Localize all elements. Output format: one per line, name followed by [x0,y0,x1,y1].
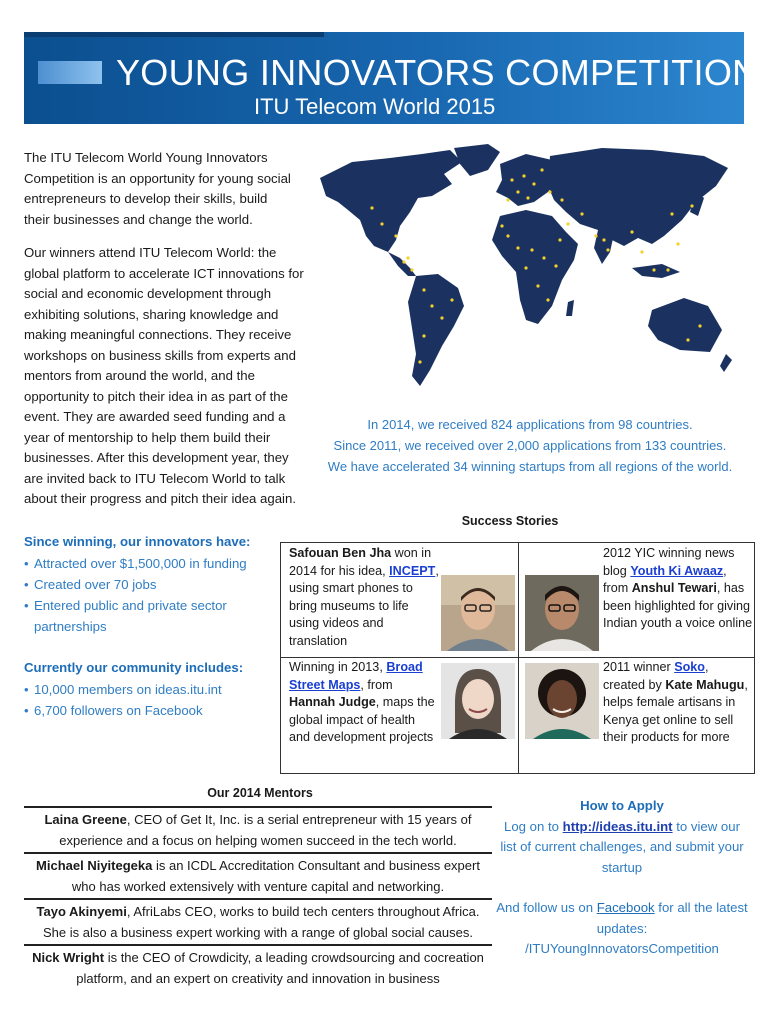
story-text: , from [360,677,393,692]
photo-hannah [441,663,515,739]
mentors-title: Our 2014 Mentors [207,786,313,800]
apply-text: Log on to [504,818,563,834]
grid-divider-vertical [518,543,519,773]
header-stripe [24,32,324,37]
mentor-name: Nick Wright [32,950,105,965]
header-accent-bar [38,61,102,84]
story-person-name: Anshul Tewari [631,581,717,595]
intro-paragraph-2: Our winners attend ITU Telecom World: the global platform to accelerate ICT innovations for social and economic development through exhibiting solutions, sharing knowledge and making meaningful connections. They receive workshops on business skills from experts and mentors from around the world, and the opportunity to pitch their idea in as part of the event. They are awarded seed funding and a year of mentorship to help them build their businesses. After this development year, they are invited back to ITU Telecom World to talk about their progress and pitch their idea again. [24,245,304,506]
statistics-block [300,414,760,477]
youth-ki-awaaz-link[interactable]: Youth Ki Awaaz [630,563,724,578]
list-item: • 6,700 followers on Facebook [24,700,274,721]
map-new-zealand [720,354,732,372]
success-stories-grid [280,542,755,774]
photo-safouan [441,575,515,651]
story-text: 2012 YIC winning news blog [603,546,735,578]
story-text: , using smart phones to bring museums to life using videos and translation [289,563,439,648]
follow-instructions [496,898,748,939]
map-central-america [388,252,416,276]
apply-text: to view our list of current challenges, and submit your startup [500,818,744,875]
map-south-america [408,274,464,386]
soko-link[interactable]: Soko [674,660,705,674]
mentor-bio: , CEO of Get It, Inc. is a serial entrepreneur with 15 years of experience and a focus on helping women succeed in the tech world. [59,812,472,848]
list-item: • 10,000 members on ideas.itu.int [24,679,274,700]
how-to-apply-title: How to Apply [580,798,664,813]
community-section [24,660,274,721]
mentor-bio: is an ICDL Accreditation Consultant and business expert who has worked extensively with venture capital and networking. [71,858,480,894]
facebook-handle: /ITUYoungInnovatorsCompetition [525,941,719,956]
incept-link[interactable]: INCEPT [389,563,436,578]
story-text: , maps the global impact of health and development projects [289,695,435,744]
story-text: won in 2014 for his idea, [289,546,432,578]
list-item: • Entered public and private sector partnerships [24,595,274,637]
mentor-laina-greene [24,806,492,852]
community-list [24,679,274,721]
photo-anshul [525,575,599,651]
story-person-name: Hannah Judge [289,695,376,709]
map-africa [492,210,578,324]
mentor-name: Tayo Akinyemi [36,904,127,919]
mentor-bio: is the CEO of Crowdicity, a leading crowdsourcing and cocreation platform, and an expert on creativity and innovation in business [76,950,484,986]
achievements-section [24,534,274,637]
success-stories-title: Success Stories [461,514,559,528]
mentor-nick-wright [24,944,492,990]
story-text: , created by [603,660,709,692]
story-kate [603,659,753,747]
mentor-bio: , AfriLabs CEO, works to build tech centers throughout Africa. She is also a business expert working with a range of global social causes. [43,904,480,940]
spacer [496,878,748,898]
mentor-tayo-akinyemi [24,898,492,944]
story-person-name: Kate Mahugu [665,677,745,692]
follow-text: And follow us on [496,900,597,915]
map-greenland [454,144,500,176]
mentor-michael-niyitegeka [24,852,492,898]
mentor-name: Laina Greene [44,812,127,827]
story-text: , has been highlighted for giving Indian youth a voice online [603,581,753,630]
map-north-america [320,150,462,252]
follow-text: for all the latest updates: [596,900,748,936]
achievements-heading: Since winning, our innovators have: [24,534,251,549]
story-anshul [603,545,753,633]
header-banner [24,32,759,124]
stat-line-since-2011: Since 2011, we received over 2,000 applications from 133 countries. [333,438,727,453]
facebook-link[interactable]: Facebook [596,900,655,915]
story-text: 2011 winner [603,660,675,674]
stat-line-2014: In 2014, we received 824 applications from 98 countries. [367,417,693,432]
map-madagascar [566,300,574,316]
map-australia [648,298,722,352]
intro-paragraph-1: The ITU Telecom World Young Innovators Competition is an opportunity for young social entrepreneurs to develop their skills, build their businesses and change the world. [24,150,291,227]
mentor-name: Michael Niyitegeka [36,858,153,873]
page-title: YOUNG INNOVATORS COMPETITION [116,52,759,93]
community-heading: Currently our community includes: [24,660,244,675]
photo-kate [525,663,599,739]
story-hannah [289,659,439,747]
page-subtitle: ITU Telecom World 2015 [254,94,496,119]
ideas-itu-link[interactable]: http://ideas.itu.int [562,818,673,834]
story-safouan [289,545,439,650]
stat-line-accelerated: We have accelerated 34 winning startups from all regions of the world. [327,459,733,474]
story-text: Winning in 2013, [289,660,387,674]
apply-instructions [496,817,748,879]
how-to-apply-section [496,796,748,960]
story-text: , from [603,563,727,595]
list-item: • Attracted over $1,500,000 in funding [24,553,274,574]
story-person-name: Safouan Ben Jha [289,546,392,560]
map-indonesia [632,264,680,278]
world-map-image [312,140,738,400]
list-item: • Created over 70 jobs [24,574,274,595]
broad-street-maps-link[interactable]: Broad Street Maps [289,660,423,692]
achievements-list [24,553,274,637]
grid-divider-horizontal [281,657,754,658]
story-text: , helps female artisans in Kenya get online to sell their products for more [603,677,748,744]
